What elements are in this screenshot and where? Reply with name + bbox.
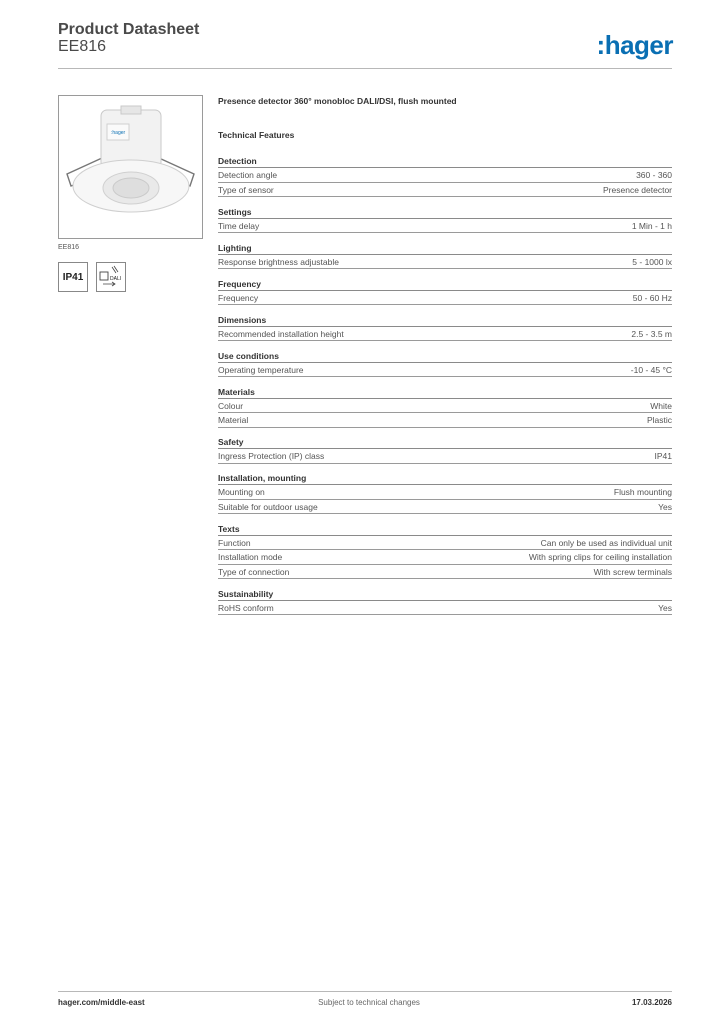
spec-section-title: Frequency	[218, 278, 672, 291]
spec-section	[218, 523, 672, 580]
ip-rating-badge: IP41	[58, 262, 88, 292]
dali-dsi-icon	[96, 262, 126, 292]
spec-value: Plastic	[646, 415, 672, 425]
features-heading: Technical Features	[218, 130, 295, 140]
spec-label: Material	[218, 415, 249, 425]
spec-table	[218, 155, 672, 624]
spec-row	[218, 363, 672, 378]
spec-label: Response brightness adjustable	[218, 256, 339, 267]
spec-label: Function	[218, 537, 251, 548]
footer-note: Subject to technical changes	[318, 998, 420, 1007]
spec-section-title: Materials	[218, 386, 672, 399]
spec-label: Recommended installation height	[218, 328, 344, 339]
spec-value: Can only be used as individual unit	[540, 537, 672, 548]
spec-label: Type of sensor	[218, 184, 274, 195]
spec-row	[218, 565, 672, 580]
spec-row	[218, 255, 672, 270]
spec-value: Yes	[658, 501, 672, 512]
spec-row	[218, 291, 672, 306]
spec-row	[218, 536, 672, 551]
dali-label: DALI	[110, 276, 122, 282]
spec-label: Operating temperature	[218, 364, 304, 375]
spec-label: Colour	[218, 400, 244, 411]
spec-section	[218, 242, 672, 270]
spec-section-title: Use conditions	[218, 350, 672, 363]
product-code: EE816	[58, 38, 107, 55]
spec-section-title: Settings	[218, 206, 672, 219]
spec-value: IP41	[654, 451, 672, 461]
spec-section	[218, 155, 672, 197]
footer-date: 17.03.2026	[631, 998, 672, 1007]
spec-section	[218, 350, 672, 378]
spec-section	[218, 314, 672, 342]
spec-value: With screw terminals	[593, 566, 672, 577]
svg-text::hager: :hager	[111, 130, 126, 136]
spec-label: RoHS conform	[218, 602, 274, 613]
spec-section	[218, 386, 672, 428]
spec-section	[218, 206, 672, 234]
spec-section	[218, 278, 672, 306]
spec-section-title: Texts	[218, 523, 672, 536]
spec-row	[218, 601, 672, 616]
spec-section-title: Installation, mounting	[218, 472, 672, 485]
spec-row	[218, 449, 672, 464]
spec-row	[218, 327, 672, 342]
hager-logo: :hager	[596, 30, 673, 60]
spec-value: With spring clips for ceiling installation	[528, 552, 672, 562]
image-caption: EE816	[58, 244, 80, 251]
spec-label: Time delay	[218, 220, 260, 231]
spec-section-title: Dimensions	[218, 314, 672, 327]
product-image	[58, 95, 203, 239]
spec-value: 2.5 - 3.5 m	[631, 328, 672, 339]
spec-value: 360 - 360	[636, 170, 672, 180]
spec-value: -10 - 45 °C	[630, 364, 672, 375]
footer-url: hager.com/middle-east	[58, 998, 145, 1007]
page-title: Product Datasheet	[58, 21, 200, 38]
spec-value: Yes	[658, 602, 672, 613]
spec-section-title: Detection	[218, 155, 672, 168]
spec-section	[218, 472, 672, 514]
spec-value: 50 - 60 Hz	[632, 292, 672, 303]
spec-label: Type of connection	[218, 566, 290, 577]
spec-section	[218, 436, 672, 464]
footer-divider	[58, 991, 672, 992]
spec-label: Suitable for outdoor usage	[218, 501, 318, 512]
spec-section	[218, 588, 672, 616]
spec-label: Mounting on	[218, 487, 265, 497]
spec-value: Flush mounting	[613, 487, 672, 497]
product-description: Presence detector 360° monobloc DALI/DSI, flush mounted	[218, 96, 457, 106]
spec-section-title: Safety	[218, 436, 672, 449]
spec-label: Detection angle	[218, 170, 278, 180]
spec-value: Presence detector	[603, 184, 672, 195]
spec-value: 1 Min - 1 h	[631, 220, 672, 231]
spec-row	[218, 550, 672, 565]
spec-label: Ingress Protection (IP) class	[218, 451, 325, 461]
spec-row	[218, 183, 672, 198]
spec-row	[218, 399, 672, 414]
spec-label: Frequency	[218, 292, 259, 303]
spec-label: Installation mode	[218, 552, 283, 562]
spec-section-title: Sustainability	[218, 588, 672, 601]
spec-section-title: Lighting	[218, 242, 672, 255]
spec-row	[218, 500, 672, 515]
header-divider	[58, 68, 672, 69]
spec-row	[218, 485, 672, 500]
spec-row	[218, 219, 672, 234]
presence-detector-photo-icon	[59, 96, 202, 238]
spec-value: 5 - 1000 lx	[632, 256, 672, 267]
spec-value: White	[650, 400, 672, 411]
spec-row	[218, 168, 672, 183]
spec-row	[218, 413, 672, 428]
